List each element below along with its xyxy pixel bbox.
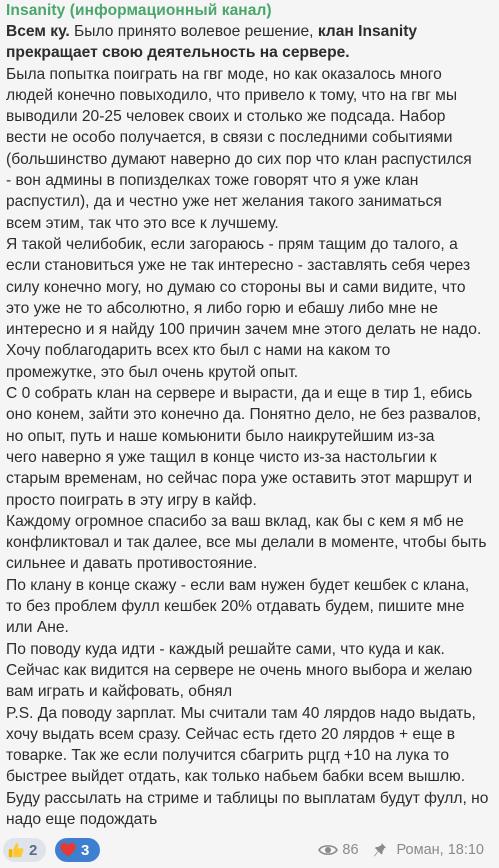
text-segment: распустил), да и честно уже нет желания такого заниматься — [6, 193, 442, 211]
message-meta — [318, 842, 488, 858]
text-segment: это уже не то абсолютно, я либо горю и ебашу либо мне не — [6, 299, 438, 317]
message-line — [6, 85, 492, 106]
message-footer — [0, 834, 499, 868]
message-line — [6, 170, 492, 191]
message-line — [6, 681, 492, 702]
message-line — [6, 319, 492, 340]
text-segment: По клану в конце скажу - если вам нужен будет кешбек с клана, — [6, 576, 470, 594]
message-line — [6, 298, 492, 319]
text-segment: чего наверно я уже тащил в конце чисто из-за настольгии к — [6, 448, 437, 466]
message-line — [6, 532, 492, 553]
reaction-count: 3 — [81, 841, 90, 859]
thumbs-up-icon — [7, 841, 25, 859]
message-line — [6, 42, 492, 63]
text-segment: товарке. Так же если получится сбагрить рцгд +10 на лука то — [6, 747, 450, 765]
text-segment: Была попытка поиграть на гвг моде, но как оказалось много — [6, 65, 442, 83]
message-line — [6, 21, 492, 42]
text-segment: надо еще подождать — [6, 810, 158, 828]
text-segment: но опыт, путь и наше комьюнити было наикрутейшим из-за — [6, 427, 435, 445]
message-line — [6, 468, 492, 489]
text-segment: вести не особо получается, в связи с последними событиями — [6, 129, 453, 147]
text-segment: вам играть и кайфовать, обнял — [6, 683, 233, 701]
bold-text: клан Insanity — [317, 23, 418, 40]
eye-icon — [318, 843, 338, 857]
text-segment: силу конечно могу, но думаю со стороны вы и сами видите, что — [6, 278, 466, 296]
message-line — [6, 511, 492, 532]
message-line — [6, 106, 492, 127]
message-line — [6, 255, 492, 276]
text-segment: хочу выдать всем сразу. Сейчас есть гдето 20 лярдов + еще в — [6, 725, 456, 743]
reaction-thumbs-up[interactable] — [3, 838, 46, 862]
text-segment: (большинство думают наверно до сих пор что клан распустился — [6, 150, 472, 168]
text-segment: если становиться уже не так интересно - заставлять себя через — [6, 257, 471, 275]
message-line — [6, 149, 492, 170]
text-segment: Хочу поблагодарить всех кто был с нами на каком то — [6, 342, 391, 360]
message-line — [6, 127, 492, 148]
message-line — [6, 213, 492, 234]
message-line — [6, 766, 492, 787]
message-line — [6, 617, 492, 638]
message-line — [6, 383, 492, 404]
text-segment: Буду рассылать на стриме и таблицы по выплатам будут фулл, но — [6, 789, 489, 807]
message-line — [6, 191, 492, 212]
reaction-heart[interactable] — [55, 838, 100, 862]
text-segment: сильнее и давать противостояние. — [6, 555, 258, 573]
message-line — [6, 447, 492, 468]
message-line — [6, 426, 492, 447]
message-line — [6, 404, 492, 425]
message-line — [6, 234, 492, 255]
text-segment: P.S. Да поводу зарплат. Мы считали там 40 лярдов надо выдать, — [6, 704, 476, 722]
text-segment: - вон админы в попизделках тоже говорят что я уже клан — [6, 172, 419, 190]
message-line — [6, 639, 492, 660]
message-line — [6, 724, 492, 745]
message-line — [6, 809, 492, 830]
message-line — [6, 553, 492, 574]
message-text — [6, 21, 492, 830]
bold-text: прекращает свою деятельность на сервере. — [6, 44, 350, 62]
heart-icon — [59, 841, 77, 859]
text-segment: выводили 20-25 человек своих и столько же подсада. Набор — [6, 108, 446, 126]
message-line — [6, 703, 492, 724]
text-segment: По поводу куда идти - каждый решайте сами, что куда и как. — [6, 640, 445, 658]
text-segment: промежутке, это был очень крутой опыт. — [6, 363, 299, 381]
author-time: Роман, 18:10 — [396, 842, 484, 858]
message-line — [6, 490, 492, 511]
message-line — [6, 596, 492, 617]
message-line — [6, 575, 492, 596]
text-segment: просто поиграть в эту игру в кайф. — [6, 491, 257, 509]
message-line — [6, 340, 492, 361]
text-segment: конфликтовал и так далее, все мы делали в моменте, чтобы быть — [6, 534, 487, 552]
text-segment: то без проблем фулл кешбек 20% отдавать будем, пишите мне — [6, 598, 465, 616]
reaction-count: 2 — [29, 841, 38, 859]
message-line — [6, 64, 492, 85]
text-segment: Я такой челибобик, если загораюсь - прям тащим до талого, а — [6, 235, 458, 253]
text-segment: быстрее выйдет отдать, как только набьем бабки всем вышлю. — [6, 768, 466, 786]
view-count: 86 — [342, 842, 359, 858]
message-line — [6, 277, 492, 298]
text-segment: или Ане. — [6, 619, 69, 637]
text-segment: интересно и я найду 100 причин зачем мне этого делать не надо. — [6, 321, 482, 339]
text-segment: старым временам, но сейчас пора уже оставить этот маршрут и — [6, 470, 473, 488]
text-segment: оно конем, зайти это конечно да. Понятно дело, не без развалов, — [6, 406, 481, 424]
message-line — [6, 660, 492, 681]
bold-text: Всем ку. — [6, 23, 70, 40]
text-segment: Сейчас как видится на сервере не очень много выбора и желаю — [6, 661, 473, 679]
message-line — [6, 788, 492, 809]
text-segment: всем этим, так что это все к лучшему. — [6, 214, 279, 232]
text-segment: людей конечно повыходило, что привело к тому, что на гвг мы — [6, 86, 458, 104]
pin-icon — [373, 842, 387, 858]
message-line — [6, 745, 492, 766]
text-segment: Каждому огромное спасибо за ваш вклад, как бы с кем я мб не — [6, 512, 464, 530]
text-segment: С 0 собрать клан на сервере и вырасти, да и еще в тир 1, ебись — [6, 385, 473, 403]
channel-name[interactable]: Insanity (информационный канал) — [6, 2, 272, 19]
message-line — [6, 362, 492, 383]
text-segment: Было принято волевое решение, — [69, 23, 318, 40]
